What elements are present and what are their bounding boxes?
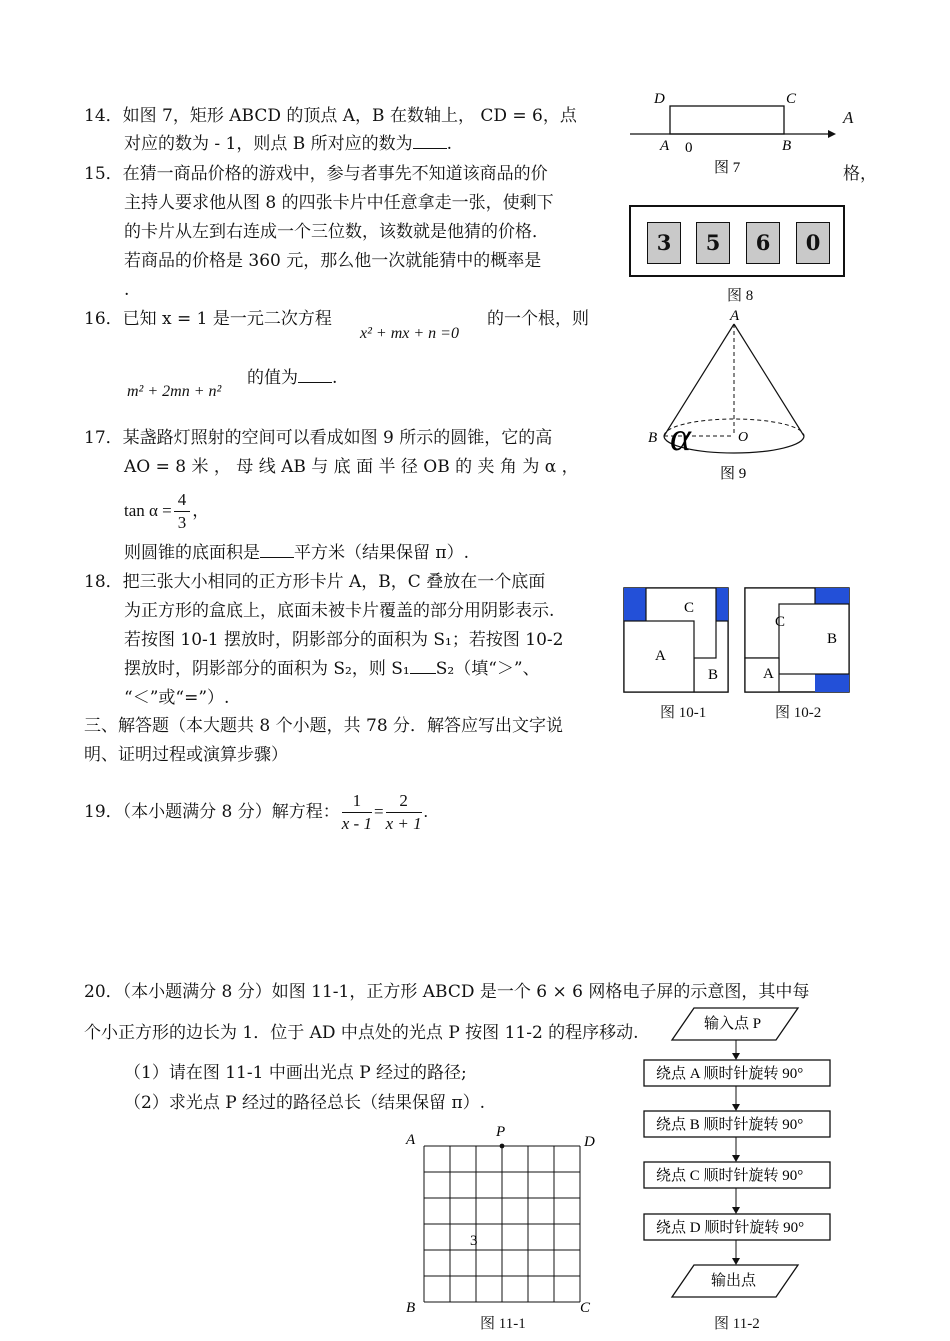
q15-overflow: 格， [843,164,877,184]
card-6[interactable]: 6 [746,222,780,264]
q18-line1: 18．把三张大小相同的正方形卡片 A，B，C 叠放在一个底面 [84,572,546,592]
fig10-1-label-a: A [655,648,666,664]
section3-line1: 三、解答题（本大题共 8 个小题，共 78 分．解答应写出文字说 [84,716,564,736]
q15-line2: 主持人要求他从图 8 的四张卡片中任意拿走一张，使剩下 [124,193,554,213]
q18-line2: 为正方形的盒底上，底面未被卡片覆盖的部分用阴影表示. [124,601,555,621]
fig7-label-zero: 0 [685,140,693,156]
q18-line4 [124,657,540,681]
q14-overflow-a: A [843,108,854,127]
q15-line3: 的卡片从左到右连成一个三位数，该数就是他猜的价格． [124,222,549,242]
flow-step-2: 绕点 B 顺时针旋转 90° [656,1117,804,1133]
q18-line4-post: S₂（填“＞”、 [435,659,540,679]
fig10-1-label-b: B [708,667,719,683]
q17-tan-pre: tan α = [124,501,172,521]
figure-11-2 [636,1004,840,1304]
q17-line2: AO = 8 米 ， 母 线 AB 与 底 面 半 径 OB 的 夹 角 为 α ， [124,457,579,477]
flow-input: 输入点 P [704,1016,762,1032]
fig10-2-shade-bottom-right [815,674,849,692]
q16-post: 的一个根，则 [487,309,589,329]
q17-tan-line [124,486,209,536]
q17-line1: 17．某盏路灯照射的空间可以看成如图 9 所示的圆锥，它的高 [84,428,553,448]
q18-line3: 若按图 10-1 摆放时，阴影部分的面积为 S₁；若按图 10-2 [124,630,564,650]
fig10-1-label-c: C [684,600,695,616]
fig7-caption: 图 7 [714,160,741,176]
q16-suffix-line [247,366,337,390]
q17-answer-blank[interactable] [260,541,294,558]
section3-line2: 明、证明过程或演算步骤） [84,745,288,765]
fig10-1-shade-top-left [624,588,646,621]
fig11-label-c: C [580,1300,591,1316]
q18-line5: “＜”或“=”）. [124,688,230,708]
q20-line1: 20．（本小题满分 8 分）如图 11-1，正方形 ABCD 是一个 6 × 6 网格电子屏的示意图，其中每 [84,982,810,1002]
q14-line2-text: 对应的数为 - 1，则点 B 所对应的数为 [124,134,413,154]
fig10-2-label-c: C [775,614,786,630]
q20-line2: 个小正方形的边长为 1．位于 AD 中点处的光点 P 按图 11-2 的程序移动. [84,1023,639,1043]
q16-end: . [332,368,338,388]
q16-answer-blank[interactable] [298,366,332,383]
fig10-1-shade-top-right [716,588,728,621]
fig10-2-label-a: A [763,666,774,682]
fig9-label-alpha: α [670,414,691,459]
flow-output: 输出点 [711,1273,757,1289]
q16-suffix: 的值为 [247,368,298,388]
fig9-label-b: B [648,430,658,446]
q16-expression: m² + 2mn + n² [127,383,222,400]
q19-pre: 19．（本小题满分 8 分）解方程： [84,802,340,823]
fig7-label-b: B [782,138,792,154]
figure-11-1 [400,1120,610,1320]
q18-answer-blank[interactable] [410,657,436,674]
q19-line [84,786,428,838]
point-p [500,1144,505,1149]
q19-f1-den: x - 1 [341,813,372,833]
q19-fraction-2 [386,790,422,835]
q15-line5: . [124,280,130,300]
figure-7 [622,86,842,180]
figure-10-1 [622,586,732,694]
q14-line1: 14．如图 7，矩形 ABCD 的顶点 A，B 在数轴上， CD = 6，点 [84,106,577,126]
fig11-label-b: B [406,1300,416,1316]
q19-fraction-1 [342,790,372,835]
card-5[interactable]: 5 [696,222,730,264]
fig11-label-p: P [496,1124,506,1140]
card-0[interactable]: 0 [796,222,830,264]
q20-part1: （1）请在图 11-1 中画出光点 P 经过的路径; [124,1063,467,1083]
fig11-label-d: D [584,1134,595,1150]
fig10-2-caption: 图 10-2 [775,705,822,721]
card-3[interactable]: 3 [647,222,681,264]
flow-step-4: 绕点 D 顺时针旋转 90° [656,1220,805,1236]
fig8-caption: 图 8 [727,288,754,304]
q15-line1: 15．在猜一商品价格的游戏中，参与者事先不知道该商品的价 [84,164,548,184]
q14-answer-blank[interactable] [413,132,447,149]
fig9-label-o: O [738,430,749,445]
q19-eq: = [373,802,384,822]
q17-tan-post: ， [192,501,210,521]
fig10-2-label-b: B [827,631,838,647]
fig11-cell-number: 3 [470,1233,478,1249]
q14-line2-end: . [446,134,453,154]
figure-9 [640,302,810,492]
fig7-label-a: A [660,138,670,154]
fig11-label-a: A [406,1132,416,1148]
q19-end: . [423,802,428,822]
q20-part2: （2）求光点 P 经过的路径总长（结果保留 π）. [124,1093,486,1113]
q19-f1-num: 1 [342,790,372,813]
q17-line4 [124,541,469,565]
q17-den: 3 [177,512,187,532]
q17-line4-pre: 则圆锥的底面积是 [124,543,260,563]
q19-f2-den: x + 1 [385,813,422,833]
figure-10-2 [743,586,853,694]
q19-f2-num: 2 [386,790,422,813]
q17-line4-post: 平方米（结果保留 π）. [294,543,469,563]
flow-step-3: 绕点 C 顺时针旋转 90° [656,1168,804,1184]
fig10-1-caption: 图 10-1 [660,705,707,721]
q14-line2 [124,132,452,156]
fig9-label-a: A [730,308,740,324]
q17-num: 4 [174,489,191,512]
q16-pre: 16．已知 x = 1 是一元二次方程 [84,309,332,329]
figure-8 [629,205,845,277]
fig7-label-c: C [786,91,797,107]
q18-line4-pre: 摆放时，阴影部分的面积为 S₂，则 S₁ [124,659,410,679]
fig11-1-caption: 图 11-1 [480,1316,526,1332]
fig10-2-shade-top-right [815,588,849,604]
q16-equation: x² + mx + n =0 [360,325,459,342]
fig7-label-d: D [654,91,665,107]
q15-line4: 若商品的价格是 360 元，那么他一次就能猜中的概率是 [124,251,542,271]
q17-fraction [174,489,191,534]
fig9-caption: 图 9 [720,466,747,482]
fig11-2-caption: 图 11-2 [714,1316,760,1332]
flow-step-1: 绕点 A 顺时针旋转 90° [656,1066,804,1082]
